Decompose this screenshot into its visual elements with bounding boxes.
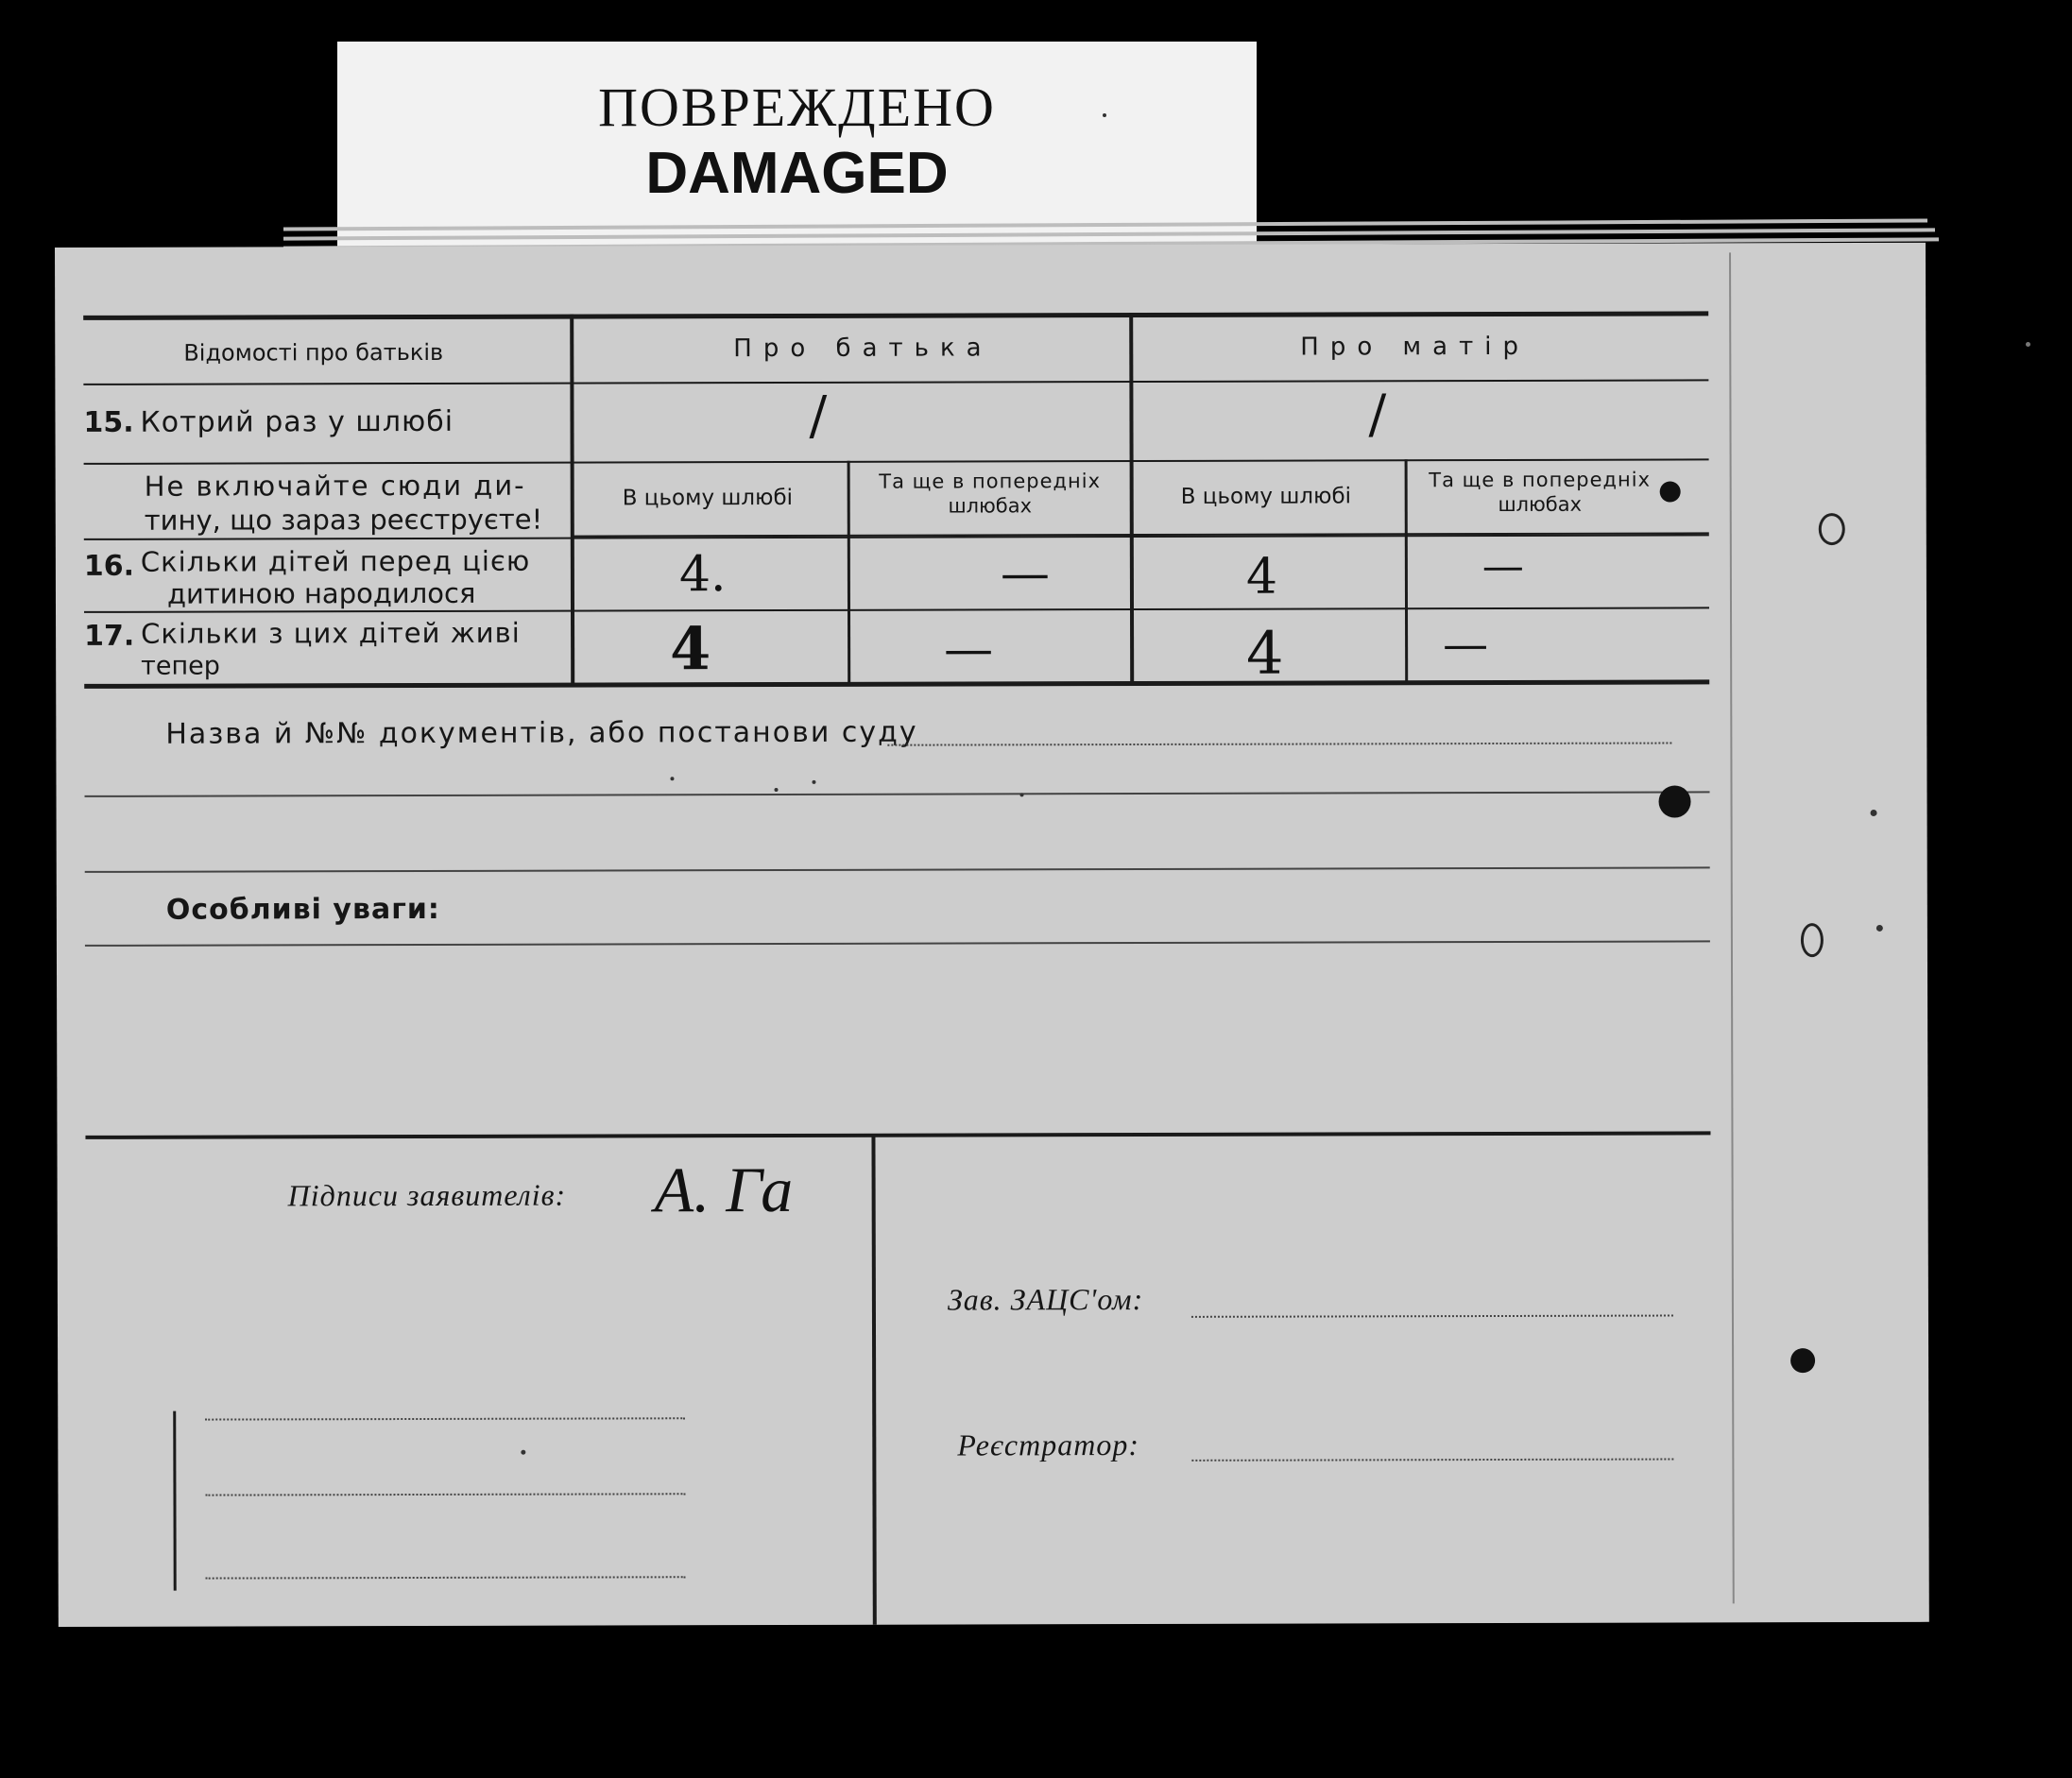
applicant-line-3 — [206, 1576, 686, 1579]
speck — [775, 788, 779, 792]
documents-rule-2 — [85, 866, 1710, 873]
row17-number: 17. — [84, 619, 135, 653]
speck — [1871, 810, 1877, 816]
header-about-mother: Про матір — [1300, 332, 1530, 362]
applicant-signature: А. Га — [654, 1153, 794, 1226]
row15-mother-value: / — [1368, 384, 1387, 446]
registration-form-card — [55, 243, 1929, 1627]
subheader-mother-previous-line2: шлюбах — [1498, 492, 1583, 517]
row17-question-line1: Скільки з цих дітей живі — [141, 616, 521, 650]
documents-dotted-line — [887, 743, 1671, 746]
signature-section-rule — [85, 1131, 1710, 1139]
damaged-label-ukrainian: ПОВРЕЖДЕНО — [598, 77, 996, 138]
row17-question-line2: тепер — [141, 651, 220, 681]
applicant-line-2 — [205, 1493, 685, 1496]
table-bottom-rule — [84, 679, 1709, 689]
header-parents-info: Відомості про батьків — [183, 338, 444, 367]
damaged-label-english: DAMAGED — [645, 141, 949, 206]
column-divider-father-mother — [1129, 313, 1134, 683]
row16-number: 16. — [83, 549, 135, 583]
column-divider-mother-sub — [1405, 459, 1409, 682]
speck — [1020, 793, 1024, 796]
row15-father-value: / — [809, 385, 828, 447]
ring-mark — [1819, 513, 1845, 545]
speck — [670, 777, 674, 780]
row16-question-line1: Скільки дітей перед цією — [140, 544, 531, 578]
row17-mother-this-value: 4 — [1246, 618, 1284, 688]
row16-question-line2: дитиною народилося — [166, 576, 476, 610]
registrar-label: Реєстратор: — [957, 1427, 1139, 1462]
signature-section-divider — [871, 1136, 876, 1625]
row17-father-previous-value: — — [944, 621, 994, 678]
subheader-mother-previous-line1: Та ще в попередніх — [1429, 468, 1652, 492]
zags-head-line — [1191, 1315, 1673, 1318]
perforation-line — [1729, 252, 1735, 1603]
row16-mother-previous-value: — — [1481, 541, 1524, 591]
table-header-rule — [83, 379, 1708, 385]
note-line-2: тину, що зараз реєструєте! — [144, 503, 543, 537]
subheader-father-previous-line1: Та ще в попередніх — [879, 470, 1102, 493]
applicant-bracket — [173, 1411, 176, 1591]
table-top-rule — [83, 311, 1708, 320]
row16-mother-this-value: 4 — [1245, 548, 1278, 606]
speck — [812, 780, 815, 784]
special-notes-label: Особливі уваги: — [165, 892, 440, 927]
row17-father-this-value: 4 — [670, 614, 711, 684]
subheader-father-this-marriage: В цьому шлюбі — [622, 485, 794, 511]
punch-hole — [1658, 785, 1690, 817]
column-divider-father-sub — [848, 461, 851, 684]
speck — [2026, 342, 2030, 347]
punch-hole — [1660, 481, 1681, 502]
special-notes-rule — [85, 940, 1710, 947]
subheader-mother-this-marriage: В цьому шлюбі — [1180, 484, 1352, 509]
header-about-father: Про батька — [733, 333, 993, 364]
row16-father-this-value: 4. — [678, 546, 727, 604]
speck — [1876, 925, 1883, 932]
zags-head-label: Зав. ЗАЦС'ом: — [947, 1281, 1144, 1317]
applicants-signature-label: Підписи заявителів: — [287, 1177, 567, 1213]
row17-mother-previous-value: — — [1443, 618, 1489, 672]
subheader-father-previous-line2: шлюбах — [948, 494, 1033, 518]
applicant-line-1 — [205, 1417, 685, 1420]
speck — [1103, 113, 1106, 117]
registrar-line — [1191, 1459, 1673, 1462]
row15-rule — [84, 458, 1709, 465]
row15-number: 15. — [83, 405, 134, 439]
ring-mark — [1801, 923, 1824, 957]
note-line-1: Не включайте сюди ди- — [144, 469, 526, 503]
documents-label: Назва й №№ документів, або постанови суду — [165, 715, 918, 751]
speck — [521, 1450, 525, 1455]
row16-father-previous-value: — — [1000, 545, 1050, 603]
punch-hole — [1790, 1348, 1815, 1373]
column-divider-info — [570, 315, 574, 685]
documents-rule-1 — [85, 791, 1710, 797]
row15-question: Котрий раз у шлюбі — [140, 404, 454, 439]
